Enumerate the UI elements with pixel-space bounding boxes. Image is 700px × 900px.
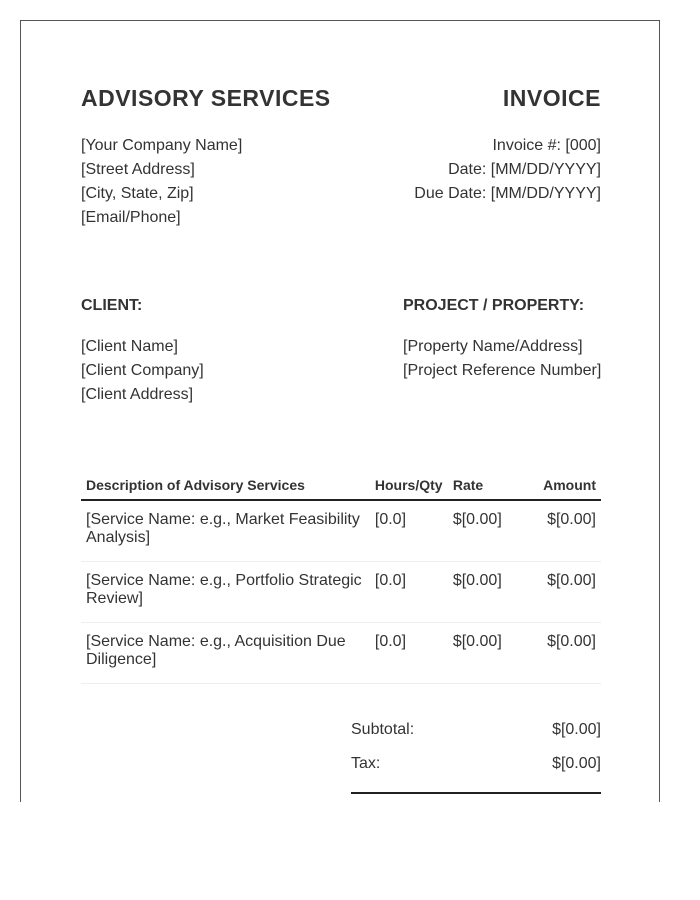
- project-reference: [Project Reference Number]: [403, 362, 602, 379]
- row-description: [Service Name: e.g., Market Feasibility Analysis]: [81, 500, 370, 562]
- row-amount: $[0.00]: [525, 623, 601, 684]
- table-row: [81, 500, 601, 562]
- table-row: [81, 562, 601, 623]
- services-table: [81, 471, 601, 684]
- sender-city: [City, State, Zip]: [81, 185, 194, 202]
- project-label: PROJECT / PROPERTY:: [403, 297, 585, 314]
- client-section: [81, 297, 341, 407]
- table-header-row: [81, 471, 601, 500]
- sender-contact: [Email/Phone]: [81, 209, 181, 226]
- client-address: [Client Address]: [81, 386, 194, 403]
- row-qty: [0.0]: [370, 500, 448, 562]
- client-name: [Client Name]: [81, 338, 178, 355]
- header-qty: Hours/Qty: [370, 471, 448, 500]
- tax-row: [351, 755, 601, 789]
- row-description: [Service Name: e.g., Portfolio Strategic Review]: [81, 562, 370, 623]
- tax-label: Tax:: [351, 755, 381, 772]
- document-title: INVOICE: [502, 85, 601, 111]
- invoice-date: Date: [MM/DD/YYYY]: [448, 161, 601, 178]
- header-rate: Rate: [448, 471, 525, 500]
- row-amount: $[0.00]: [525, 562, 601, 623]
- sender-street: [Street Address]: [81, 161, 195, 178]
- row-description: [Service Name: e.g., Acquisition Due Diligence]: [81, 623, 370, 684]
- totals-divider: [351, 792, 601, 794]
- row-rate: $[0.00]: [448, 623, 525, 684]
- invoice-page: [20, 20, 660, 802]
- invoice-header: [81, 85, 601, 115]
- project-property: [Property Name/Address]: [403, 338, 583, 355]
- client-company: [Client Company]: [81, 362, 204, 379]
- subtotal-row: [351, 721, 601, 755]
- header-amount: Amount: [525, 471, 601, 500]
- sender-company: [Your Company Name]: [81, 137, 243, 154]
- totals-section: [351, 721, 601, 789]
- invoice-number: Invoice #: [000]: [492, 137, 601, 154]
- subtotal-value: $[0.00]: [552, 721, 601, 738]
- row-qty: [0.0]: [370, 562, 448, 623]
- row-rate: $[0.00]: [448, 500, 525, 562]
- company-heading: ADVISORY SERVICES: [81, 85, 331, 111]
- project-section: [403, 297, 603, 383]
- client-label: CLIENT:: [81, 297, 143, 314]
- row-qty: [0.0]: [370, 623, 448, 684]
- invoice-due-date: Due Date: [MM/DD/YYYY]: [414, 185, 601, 202]
- table-row: [81, 623, 601, 684]
- sender-details: [81, 134, 242, 230]
- row-rate: $[0.00]: [448, 562, 525, 623]
- subtotal-label: Subtotal:: [351, 721, 415, 738]
- tax-value: $[0.00]: [552, 755, 601, 772]
- row-amount: $[0.00]: [525, 500, 601, 562]
- invoice-meta: [414, 134, 601, 206]
- header-description: Description of Advisory Services: [81, 471, 370, 500]
